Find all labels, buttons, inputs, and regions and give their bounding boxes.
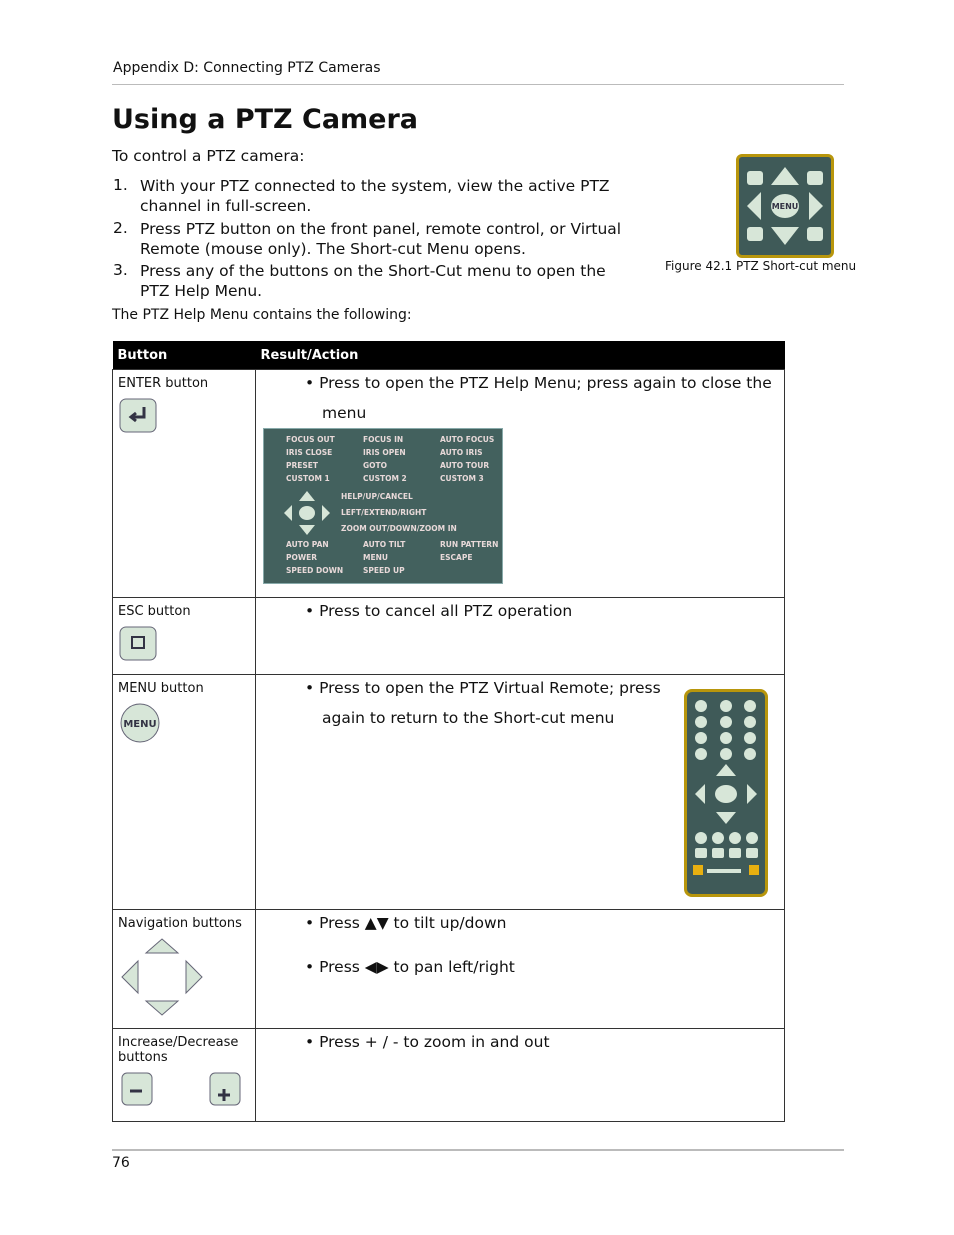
table-row: [113, 675, 785, 910]
help-menu-label: SPEED DOWN: [286, 566, 344, 575]
help-menu-label: AUTO TILT: [363, 540, 406, 549]
help-menu-label: AUTO FOCUS: [440, 435, 495, 444]
step-number: 1.: [113, 176, 128, 194]
menu-icon: [118, 702, 162, 744]
table-row: [113, 910, 785, 1029]
action-text: again to return to the Short-cut menu: [322, 709, 615, 727]
help-menu-label: HELP/UP/CANCEL: [341, 492, 413, 501]
running-header: Appendix D: Connecting PTZ Cameras: [113, 60, 381, 76]
action-text: • Press to open the PTZ Virtual Remote; press: [305, 679, 661, 697]
page-number: 76: [112, 1155, 130, 1171]
help-menu-label: AUTO PAN: [286, 540, 329, 549]
button-name: Navigation buttons: [118, 916, 242, 931]
header-rule: [112, 84, 844, 85]
action-text: • Press to cancel all PTZ operation: [305, 602, 573, 620]
help-menu-label: ZOOM OUT/DOWN/ZOOM IN: [341, 524, 457, 533]
button-name: MENU button: [118, 681, 204, 696]
enter-icon: [118, 397, 158, 435]
page-title: Using a PTZ Camera: [112, 104, 419, 135]
step-text: Press PTZ button on the front panel, remote control, or Virtual Remote (mouse only). The Short-cut Menu opens.: [140, 220, 622, 258]
help-menu-label: IRIS CLOSE: [286, 448, 333, 457]
help-menu-label: CUSTOM 1: [286, 474, 330, 483]
shortcut-menu-figure: [736, 154, 834, 258]
footer-rule: [112, 1149, 844, 1151]
help-menu-label: LEFT/EXTEND/RIGHT: [341, 508, 427, 517]
action-text: • Press to open the PTZ Help Menu; press again to close the: [305, 374, 772, 392]
button-name: Increase/Decrease buttons: [118, 1035, 239, 1065]
help-menu-label: IRIS OPEN: [363, 448, 406, 457]
column-header: Result/Action: [256, 341, 785, 370]
step-number: 3.: [113, 261, 128, 279]
increase-decrease-icon: [118, 1071, 246, 1109]
help-menu-label: GOTO: [363, 461, 388, 470]
action-text: menu: [322, 404, 367, 422]
table-row: [113, 598, 785, 675]
table-row: [113, 370, 785, 598]
help-menu-label: MENU: [363, 553, 388, 562]
table-header-row: [113, 341, 785, 370]
navigation-icon: [118, 937, 208, 1017]
column-header: Button: [113, 341, 256, 370]
step-text: With your PTZ connected to the system, view the active PTZ channel in full-screen.: [140, 177, 610, 215]
intro-text: To control a PTZ camera:: [112, 147, 305, 165]
step-number: 2.: [113, 219, 128, 237]
help-menu-label: CUSTOM 2: [363, 474, 407, 483]
action-text: • Press ▲▼ to tilt up/down: [305, 914, 507, 932]
help-menu-label: ESCAPE: [440, 553, 473, 562]
help-menu-label: PRESET: [286, 461, 319, 470]
help-menu-label: RUN PATTERN: [440, 540, 499, 549]
svg-text:MENU: MENU: [123, 719, 157, 730]
help-menu-label: POWER: [286, 553, 318, 562]
button-table: [112, 341, 785, 1122]
action-text: • Press + / - to zoom in and out: [305, 1033, 550, 1051]
help-menu-label: CUSTOM 3: [440, 474, 484, 483]
table-row: [113, 1029, 785, 1122]
svg-text:MENU: MENU: [771, 202, 799, 211]
button-name: ENTER button: [118, 376, 209, 391]
esc-icon: [118, 625, 158, 663]
figure-caption: Figure 42.1 PTZ Short-cut menu: [665, 259, 857, 273]
ptz-help-menu-image: [263, 428, 503, 584]
action-text: • Press ◀▶ to pan left/right: [305, 958, 515, 976]
button-name: ESC button: [118, 604, 191, 619]
help-menu-label: AUTO IRIS: [440, 448, 483, 457]
help-menu-label: AUTO TOUR: [440, 461, 490, 470]
help-menu-label: FOCUS OUT: [286, 435, 335, 444]
help-intro: The PTZ Help Menu contains the following:: [112, 307, 412, 323]
help-menu-label: SPEED UP: [363, 566, 405, 575]
virtual-remote-image: [684, 689, 768, 897]
step-text: Press any of the buttons on the Short-Cut menu to open the PTZ Help Menu.: [140, 262, 606, 300]
help-menu-label: FOCUS IN: [363, 435, 404, 444]
